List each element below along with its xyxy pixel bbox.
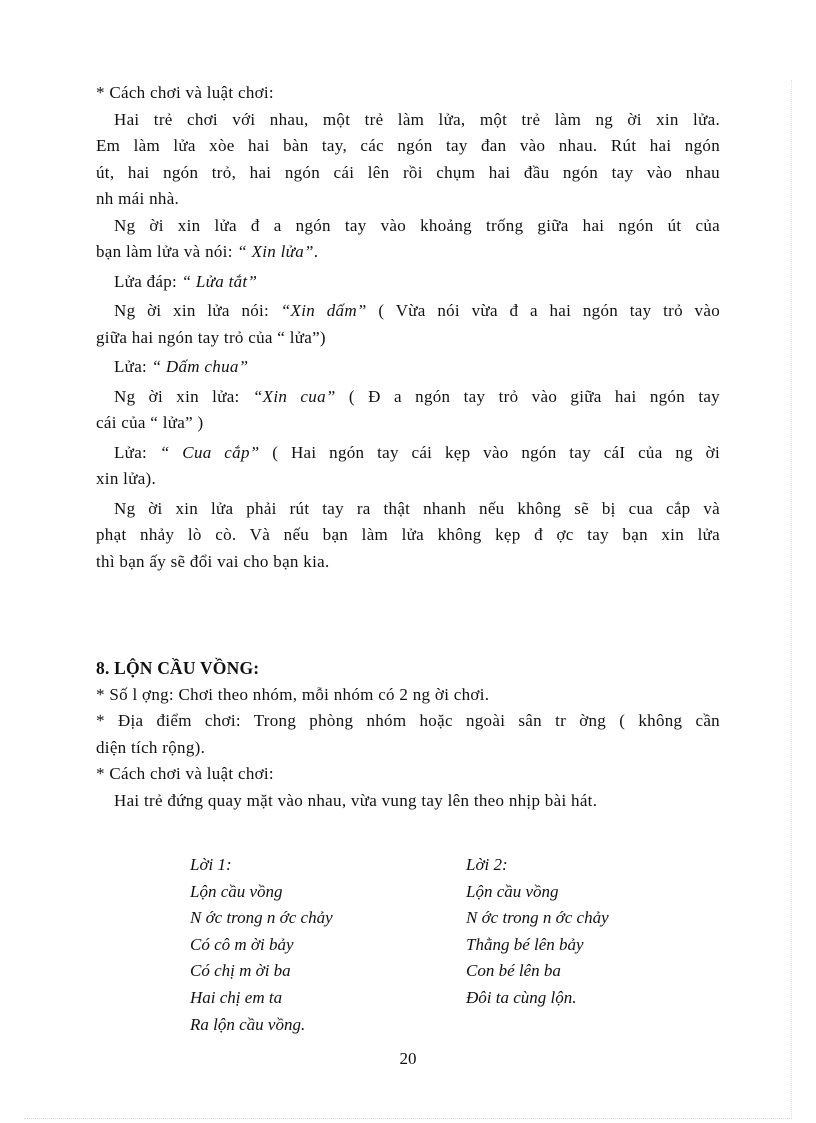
- verse-2: [466, 852, 609, 1012]
- verse-line: Con bé lên ba: [466, 961, 561, 981]
- quote: “ Xin lửa”: [237, 242, 314, 261]
- rules-text: Hai trẻ đứng quay mặt vào nhau, vừa vung tay lên theo nhịp bài hát.: [114, 790, 598, 810]
- verse-line: Lộn cầu vồng: [466, 881, 559, 901]
- verse-line: Hai chị em ta: [190, 987, 283, 1007]
- verse-line: Lời 2:: [466, 855, 508, 874]
- text: Lửa đáp:: [114, 271, 182, 291]
- paragraph-line: cái của “ lửa” ): [96, 413, 204, 432]
- verse-line: Lộn cầu vồng: [190, 881, 283, 901]
- page-content: [96, 80, 720, 814]
- verse-line: Lời 1:: [190, 855, 232, 874]
- quote: “ Lửa tắt”: [181, 271, 258, 291]
- page-number: 20: [399, 1049, 417, 1068]
- quote: “ Cua cắp”: [159, 442, 260, 462]
- verse-line: N ớc trong n ớc chảy: [466, 908, 609, 928]
- verse-line: Có chị m ời ba: [190, 961, 291, 981]
- text: .: [313, 242, 319, 261]
- text: bạn làm lửa và nói:: [96, 242, 238, 261]
- page-border-bottom: [24, 1118, 792, 1119]
- text: Ng ời xin lửa nói:: [114, 301, 281, 320]
- paragraph-line: út, hai ngón trỏ, hai ngón cái lên rồi chụm hai đầu ngón tay vào nhau: [96, 162, 720, 182]
- paragraph-line: thì bạn ấy sẽ đổi vai cho bạn kia.: [96, 551, 330, 571]
- paragraph-line: Hai trẻ chơi với nhau, một trẻ làm lửa, một trẻ làm ng ời xin lửa.: [114, 109, 720, 129]
- verse-line: Đôi ta cùng lộn.: [466, 987, 577, 1007]
- section-heading: 8. LỘN CẦU VỒNG:: [96, 658, 260, 678]
- verse-line: Ra lộn cầu vồng.: [190, 1014, 306, 1034]
- paragraph-line: [96, 298, 720, 325]
- quote: “ Dấm chua”: [151, 357, 249, 376]
- text: ( Đ a ngón tay trỏ vào giữa hai ngón tay: [335, 386, 720, 406]
- paragraph-line: [96, 354, 720, 381]
- text: Lửa:: [114, 442, 160, 462]
- rules-label: * Cách chơi và luật chơi:: [96, 83, 274, 102]
- paragraph-line: [96, 440, 720, 467]
- paragraph-line: [96, 384, 720, 411]
- rules-label: * Cách chơi và luật chơi:: [96, 764, 274, 783]
- place-line: diện tích rộng).: [96, 737, 206, 757]
- text: Ng ời xin lửa:: [114, 386, 253, 406]
- paragraph-line: Em làm lửa xòe hai bàn tay, các ngón tay đan vào nhau. Rút hai ngón: [96, 136, 720, 155]
- paragraph-line: giữa hai ngón tay trỏ của “ lửa”): [96, 327, 326, 347]
- verse-line: Thằng bé lên bảy: [466, 934, 584, 954]
- text: Lửa:: [114, 357, 152, 376]
- text: ( Vừa nói vừa đ a hai ngón tay trỏ vào: [366, 301, 721, 320]
- paragraph-line: Ng ời xin lửa đ a ngón tay vào khoảng trống giữa hai ngón út của: [114, 215, 720, 235]
- verse-1: [190, 852, 333, 1038]
- verse-line: N ớc trong n ớc chảy: [190, 908, 333, 928]
- paragraph-line: phạt nhảy lò cò. Và nếu bạn làm lửa không kẹp đ ợc tay bạn xin lửa: [96, 525, 720, 544]
- verse-line: Có cô m ời bảy: [190, 934, 294, 954]
- paragraph-line: [96, 269, 720, 296]
- place-line: * Địa điểm chơi: Trong phòng nhóm hoặc ngoài sân tr ờng ( không cần: [96, 711, 720, 730]
- paragraph-line: nh mái nhà.: [96, 189, 180, 208]
- quote: “Xin cua”: [252, 386, 336, 406]
- paragraph-line: Ng ời xin lửa phải rút tay ra thật nhanh nếu không sẽ bị cua cắp và: [114, 498, 720, 518]
- paragraph-line: [96, 239, 720, 266]
- page-border-right: [791, 80, 792, 1118]
- paragraph-line: xin lửa).: [96, 469, 157, 488]
- quote: “Xin dấm”: [280, 301, 367, 320]
- players-line: * Số l ợng: Chơi theo nhóm, mỗi nhóm có 2 ng ời chơi.: [96, 684, 490, 704]
- text: ( Hai ngón tay cái kẹp vào ngón tay cáI của ng ời: [259, 442, 720, 462]
